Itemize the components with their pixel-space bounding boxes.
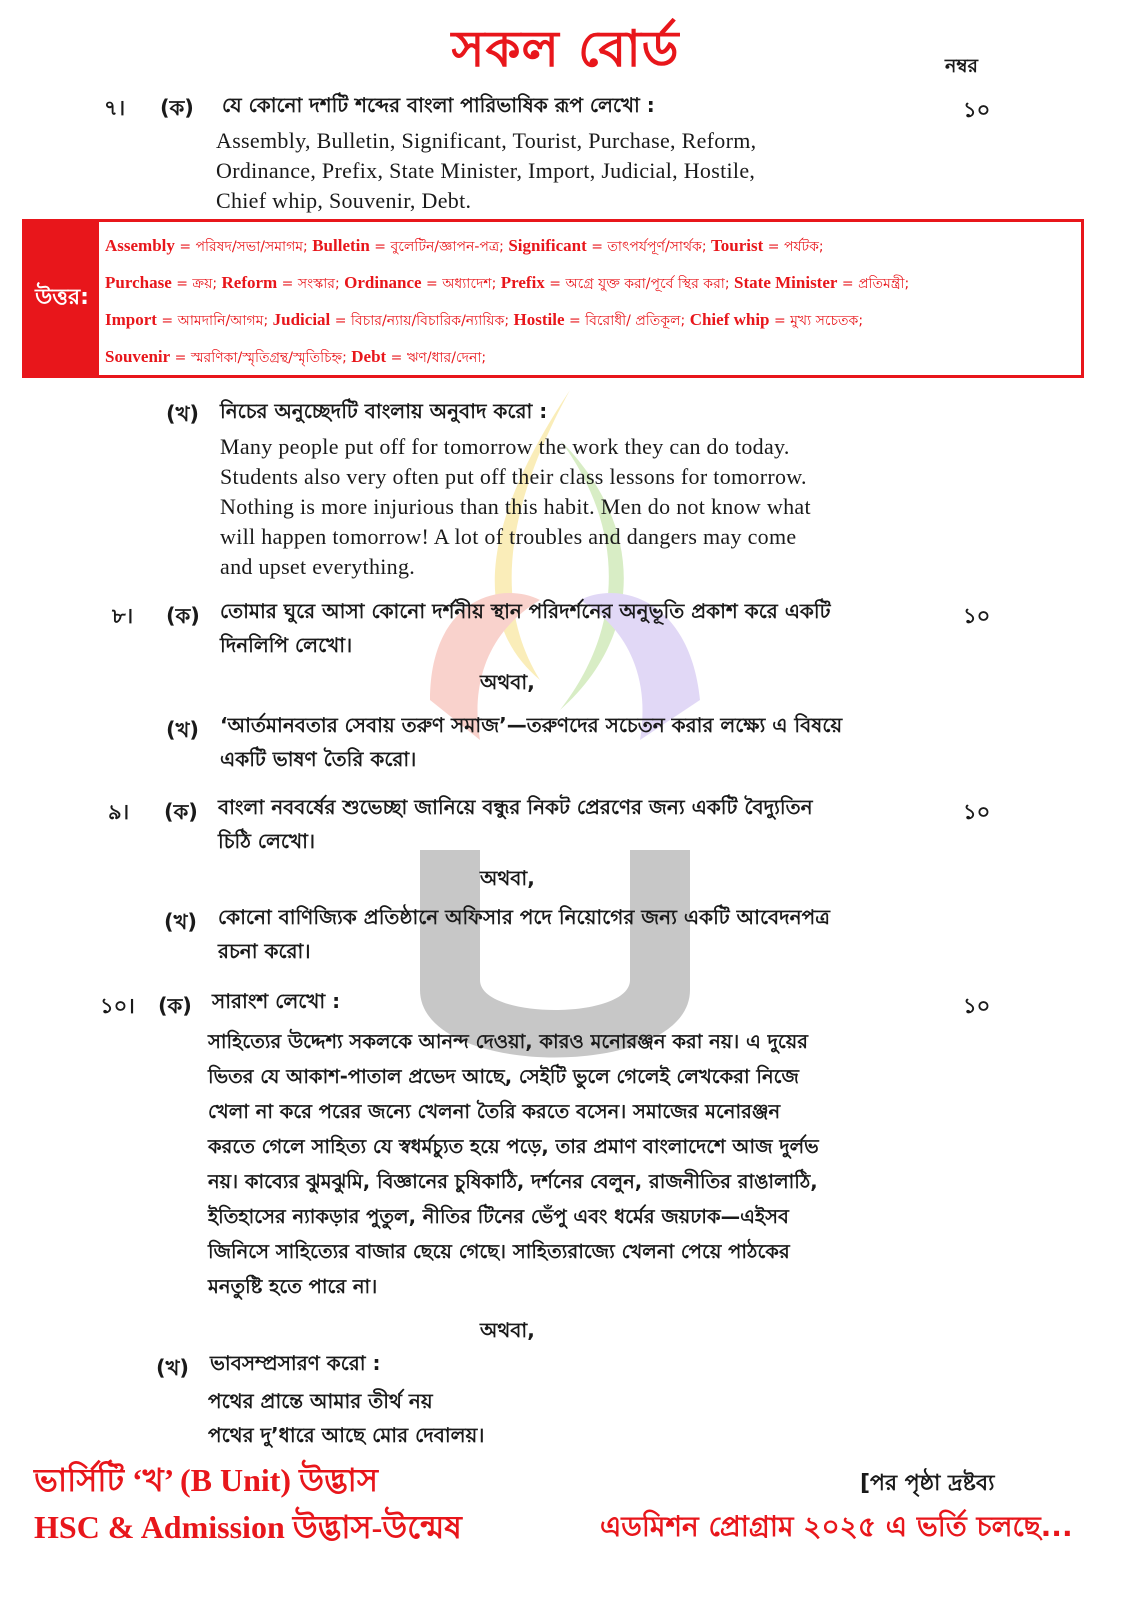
- q7a-label: (ক): [160, 96, 194, 120]
- passage-line: সাহিত্যের উদ্দেশ্য সকলকে আনন্দ দেওয়া, কারও মনোরঞ্জন করা নয়। এ দুয়ের: [208, 1030, 808, 1053]
- question-line: তোমার ঘুরে আসা কোনো দর্শনীয় স্থান পরিদর্শনের অনুভূতি প্রকাশ করে একটি: [220, 599, 831, 623]
- answer-meaning: = অধ্যাদেশ;: [421, 276, 501, 292]
- passage-line: ভিতর যে আকাশ-পাতাল প্রভেদ আছে, সেইটি ভুলে গেলেই লেখকেরা নিজে: [208, 1065, 799, 1088]
- q7b-passage: [220, 432, 920, 582]
- q10-number: ১০।: [100, 994, 135, 1018]
- answer-meaning: = স্মরণিকা/স্মৃতিগ্রন্থ/স্মৃতিচিহ্ন;: [170, 350, 352, 366]
- q10b-label: (খ): [156, 1356, 189, 1380]
- answer-meaning: = বুলেটিন/জ্ঞাপন-পত্র;: [369, 239, 509, 255]
- q9a-text: [218, 790, 918, 858]
- answer-term: Souvenir: [105, 347, 171, 366]
- passage-line: করতে গেলে সাহিত্য যে স্বধর্মচ্যুত হয়ে পড়ে, তার প্রমাণ বাংলাদেশে আজ দুর্লভ: [208, 1135, 819, 1158]
- answer-meaning: = আমদানি/আগম;: [156, 313, 273, 329]
- admission-notice: এডমিশন প্রোগ্রাম ২০২৫ এ ভর্তি চলছে...: [600, 1510, 1073, 1543]
- verse-line: পথের দু’ধারে আছে মোর দেবালয়।: [208, 1423, 485, 1447]
- q10a-passage: [208, 1024, 922, 1304]
- answer-line: [105, 265, 1075, 302]
- q9-marks: ১০: [963, 800, 991, 824]
- q10-or: অথবা,: [480, 1318, 535, 1342]
- q10b-verse: [208, 1384, 484, 1452]
- answer-term: Tourist: [711, 236, 764, 255]
- answer-term: Chief whip: [689, 310, 770, 329]
- answer-line: [105, 228, 1075, 265]
- answer-meaning: = পরিষদ/সভা/সমাগম;: [174, 239, 313, 255]
- q10a-prompt: সারাংশ লেখো :: [212, 989, 341, 1013]
- answer-meaning: = অগ্রে যুক্ত করা/পূর্বে স্থির করা;: [544, 276, 735, 292]
- answer-term: Debt: [351, 347, 387, 366]
- q7b-label: (খ): [166, 402, 199, 426]
- q9b-text: [218, 900, 918, 968]
- passage-line: ইতিহাসের ন্যাকড়ার পুতুল, নীতির টিনের ভেঁপু এবং ধর্মের জয়ঢাক—এইসব: [208, 1205, 789, 1228]
- answer-term: Judicial: [272, 310, 331, 329]
- answer-term: Significant: [508, 236, 587, 255]
- q10-marks: ১০: [963, 994, 991, 1018]
- answer-term: Bulletin: [312, 236, 370, 255]
- answer-meaning: = প্রতিমন্ত্রী;: [837, 276, 910, 292]
- marks-header: নম্বর: [945, 55, 978, 77]
- answer-meaning: = পর্যটক;: [763, 239, 824, 255]
- answer-term: Hostile: [513, 310, 565, 329]
- q9b-label: (খ): [164, 910, 197, 934]
- question-line: রচনা করো।: [218, 939, 311, 963]
- q8b-text: [220, 708, 920, 776]
- answer-line: [105, 339, 1075, 376]
- verse-line: পথের প্রান্তে আমার তীর্থ নয়: [208, 1389, 433, 1413]
- answer-term: Ordinance: [344, 273, 422, 292]
- q7a-marks: ১০: [963, 98, 991, 122]
- answer-meaning: = বিরোধী/ প্রতিকূল;: [564, 313, 690, 329]
- passage-line: Nothing is more injurious than this habit. Men do not know what: [220, 494, 811, 519]
- passage-line: Students also very often put off their class lessons for tomorrow.: [220, 464, 807, 489]
- q8b-label: (খ): [166, 718, 199, 742]
- question-line: ‘আর্তমানবতার সেবায় তরুণ সমাজ’—তরুণদের সচেতন করার লক্ষ্যে এ বিষয়ে: [220, 713, 843, 737]
- q9-or: অথবা,: [480, 866, 535, 890]
- answer-label: উত্তর:: [25, 222, 99, 375]
- passage-line: নয়। কাব্যের ঝুমঝুমি, বিজ্ঞানের চুষিকাঠি, দর্শনের বেলুন, রাজনীতির রাঙালাঠি,: [208, 1170, 818, 1193]
- answer-meaning: = বিচার/ন্যায়/বিচারিক/ন্যায়িক;: [330, 313, 514, 329]
- q7a-prompt: যে কোনো দশটি শব্দের বাংলা পারিভাষিক রূপ লেখো :: [222, 93, 655, 117]
- q8a-label: (ক): [166, 604, 200, 628]
- q7a-word-list: [216, 126, 916, 216]
- q7-number: ৭।: [104, 96, 126, 120]
- answer-box: [22, 219, 1084, 378]
- q8-marks: ১০: [963, 604, 991, 628]
- passage-line: খেলা না করে পরের জন্যে খেলনা তৈরি করতে বসেন। সমাজের মনোরঞ্জন: [208, 1100, 781, 1123]
- word-line: Chief whip, Souvenir, Debt.: [216, 188, 472, 213]
- next-page-note: [পর পৃষ্ঠা দ্রষ্টব্য: [860, 1471, 995, 1496]
- q7b-prompt: নিচের অনুচ্ছেদটি বাংলায় অনুবাদ করো :: [220, 399, 548, 423]
- passage-line: will happen tomorrow! A lot of troubles and dangers may come: [220, 524, 797, 549]
- word-line: Assembly, Bulletin, Significant, Tourist, Purchase, Reform,: [216, 128, 757, 153]
- answer-text: [105, 228, 1075, 376]
- answer-term: State Minister: [734, 273, 838, 292]
- answer-line: [105, 302, 1075, 339]
- board-title: সকল বোর্ড: [451, 20, 680, 78]
- answer-meaning: = সংস্কার;: [277, 276, 345, 292]
- passage-line: and upset everything.: [220, 554, 416, 579]
- question-line: একটি ভাষণ তৈরি করো।: [220, 747, 417, 771]
- answer-term: Import: [105, 310, 157, 329]
- passage-line: Many people put off for tomorrow the work they can do today.: [220, 434, 790, 459]
- footer-brand-line2: HSC & Admission উদ্ভাস-উন্মেষ: [34, 1509, 462, 1545]
- q8a-text: [220, 594, 920, 662]
- answer-meaning: = ঋণ/ধার/দেনা;: [386, 350, 487, 366]
- passage-line: জিনিসে সাহিত্যের বাজার ছেয়ে গেছে। সাহিত্যরাজ্যে খেলনা পেয়ে পাঠকের: [208, 1240, 790, 1263]
- q10a-label: (ক): [158, 994, 192, 1018]
- footer-brand-line1: ভার্সিটি ‘খ’ (B Unit) উদ্ভাস: [34, 1462, 378, 1498]
- answer-term: Assembly: [105, 236, 175, 255]
- answer-meaning: = মুখ্য সচেতক;: [769, 313, 864, 329]
- q10b-prompt: ভাবসম্প্রসারণ করো :: [210, 1351, 381, 1375]
- q8-or: অথবা,: [480, 670, 535, 694]
- q8-number: ৮।: [112, 604, 134, 628]
- q9-number: ৯।: [108, 800, 130, 824]
- passage-line: মনতুষ্টি হতে পারে না।: [208, 1275, 378, 1298]
- question-line: বাংলা নববর্ষের শুভেচ্ছা জানিয়ে বন্ধুর নিকট প্রেরণের জন্য একটি বৈদ্যুতিন: [218, 795, 813, 819]
- word-line: Ordinance, Prefix, State Minister, Import, Judicial, Hostile,: [216, 158, 756, 183]
- answer-meaning: = তাৎপর্যপূর্ণ/সার্থক;: [586, 239, 712, 255]
- answer-term: Reform: [221, 273, 278, 292]
- question-line: দিনলিপি লেখো।: [220, 633, 353, 657]
- question-line: কোনো বাণিজ্যিক প্রতিষ্ঠানে অফিসার পদে নিয়োগের জন্য একটি আবেদনপত্র: [218, 905, 830, 929]
- question-line: চিঠি লেখো।: [218, 829, 316, 853]
- q9a-label: (ক): [164, 800, 198, 824]
- answer-meaning: = ক্রয়;: [171, 276, 222, 292]
- answer-term: Prefix: [500, 273, 545, 292]
- answer-term: Purchase: [105, 273, 172, 292]
